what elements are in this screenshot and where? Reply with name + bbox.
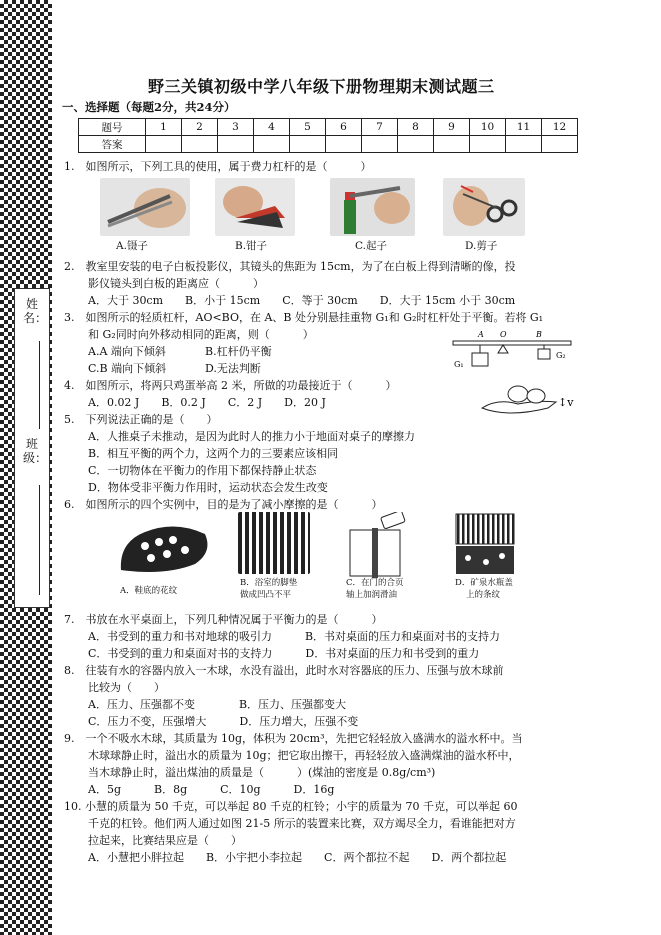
question-5-option-a: A．人推桌子未推动，是因为此时人的推力小于地面对桌子的摩擦力 <box>88 430 415 443</box>
q1-option-a: A.镊子 <box>116 240 148 252</box>
lever-label-g1: G₁ <box>454 360 464 369</box>
q6-caption-d1: D．矿泉水瓶盖 <box>455 578 513 588</box>
question-2-line1: 2. 教室里安装的电子白板投影仪，其镜头的焦距为 15cm，为了在白板上得到清晰的像，投 <box>64 260 516 273</box>
q1-option-b: B.钳子 <box>235 240 268 252</box>
q6-caption-c2: 轴上加润滑油 <box>346 590 398 600</box>
question-7-options-cd: C．书受到的重力和桌面对书的支持力 D．书对桌面的压力和书受到的重力 <box>88 647 480 660</box>
velocity-arrow: ↕v <box>558 396 574 409</box>
q6-caption-b2: 做成凹凸不平 <box>240 590 292 600</box>
question-5-stem: 5. 下列说法正确的是（ ） <box>64 413 218 426</box>
question-4-stem: 4. 如图所示，将两只鸡蛋举高 2 米，所做的功最接近于（ ） <box>64 379 397 392</box>
question-9-line2: 木球球静止时，溢出水的质量为 10g；把它取出擦干，再轻轻放入盛满煤油的溢水杯中， <box>88 749 520 762</box>
table-cell: 8 <box>398 119 434 136</box>
lever-diagram <box>448 325 578 375</box>
class-blank-line <box>39 485 40 595</box>
answer-cell[interactable] <box>398 136 434 153</box>
bottle-opener-image <box>330 178 415 236</box>
question-1-stem: 1. 如图所示，下列工具的使用，属于费力杠杆的是（ ） <box>64 160 372 173</box>
answer-cell[interactable] <box>434 136 470 153</box>
q6-caption-c1: C．在门的合页 <box>346 578 404 588</box>
fulcrum <box>498 345 508 353</box>
q6-caption-a: A．鞋底的花纹 <box>120 586 178 596</box>
answer-cell[interactable] <box>182 136 218 153</box>
table-cell: 6 <box>326 119 362 136</box>
question-3-line1: 3. 如图所示的轻质杠杆，AO<BO，在 A、B 处分别悬挂重物 G₁和 G₂时杠杆处于平衡。若将 G₁ <box>64 311 544 324</box>
answer-cell[interactable] <box>362 136 398 153</box>
section-heading: 一、选择题（每题2分，共24分） <box>62 100 236 114</box>
lever-label-g2: G₂ <box>556 351 566 360</box>
question-3-option-c: C.B 端向下倾斜 <box>88 362 167 375</box>
class-label: 班级： <box>23 437 48 465</box>
answer-cell[interactable] <box>218 136 254 153</box>
question-7-stem: 7. 书放在水平桌面上，下列几种情况属于平衡力的是（ ） <box>64 613 383 626</box>
table-cell: 10 <box>470 119 506 136</box>
question-4-options: A．0.02 J B．0.2 J C．2 J D．20 J <box>88 396 326 409</box>
answer-cell[interactable] <box>506 136 542 153</box>
bath-mat-figure <box>238 512 310 574</box>
door-hinge-figure <box>342 512 412 578</box>
question-9-line3: 当木球静止时，溢出煤油的质量是（ ）(煤油的密度是 0.8g/cm³) <box>88 766 436 779</box>
tweezers-image <box>100 178 190 236</box>
name-blank-line <box>39 341 40 429</box>
hand-eggs-figure <box>478 378 578 418</box>
question-5-option-c: C．一切物体在平衡力的作用下都保持静止状态 <box>88 464 317 477</box>
shoe-sole-figure <box>115 512 215 580</box>
answer-cell[interactable] <box>326 136 362 153</box>
question-9-line1: 9. 一个不吸水木球，其质量为 10g，体积为 20cm³，先把它轻轻放入盛满水的溢水杯中。当 <box>64 732 523 745</box>
table-cell: 4 <box>254 119 290 136</box>
question-2-options: A．大于 30cm B．小于 15cm C．等于 30cm D．大于 15cm 小于 30cm <box>88 294 516 307</box>
answer-cell[interactable] <box>542 136 578 153</box>
q1-option-d: D.剪子 <box>465 240 498 252</box>
lever-label-b: B <box>536 330 542 339</box>
q1-option-c: C.起子 <box>355 240 387 252</box>
q6-caption-d2: 上的条纹 <box>466 590 501 600</box>
answer-cell[interactable] <box>290 136 326 153</box>
question-8-options-cd: C．压力不变，压强增大 D．压力增大，压强不变 <box>88 715 359 728</box>
question-3-option-d: D.无法判断 <box>205 362 261 375</box>
question-3-option-a: A.A 端向下倾斜 <box>88 345 166 358</box>
answer-cell[interactable] <box>146 136 182 153</box>
question-8-options-ab: A．压力、压强都不变 B．压力、压强都变大 <box>88 698 347 711</box>
table-cell: 1 <box>146 119 182 136</box>
table-cell: 3 <box>218 119 254 136</box>
question-7-options-ab: A．书受到的重力和书对地球的吸引力 B．书对桌面的压力和桌面对书的支持力 <box>88 630 501 643</box>
pliers-image <box>215 178 295 236</box>
table-cell: 2 <box>182 119 218 136</box>
question-8-line2: 比较为（ ） <box>88 681 165 694</box>
scissors-image <box>443 178 525 236</box>
student-info-box <box>14 288 50 608</box>
lever-bar <box>453 341 571 345</box>
question-5-option-b: B．相互平衡的两个力，这两个力的三要素应该相同 <box>88 447 339 460</box>
table-cell: 5 <box>290 119 326 136</box>
question-10-line1: 10. 小慧的质量为 50 千克，可以举起 80 千克的杠铃；小宇的质量为 70 千克，可以举起 60 <box>64 800 518 813</box>
question-10-line2: 千克的杠铃。他们两人通过如图 21-5 所示的装置来比赛，双方竭尽全力，看谁能把对方 <box>88 817 516 830</box>
table-cell: 7 <box>362 119 398 136</box>
page-title: 野三关镇初级中学八年级下册物理期末测试题三 <box>148 77 495 96</box>
question-3-line2: 和 G₂同时向外移动相同的距离，则（ ） <box>88 328 314 341</box>
lever-label-a: A <box>478 330 484 339</box>
question-10-line3: 拉起来，比赛结果应是（ ） <box>88 834 242 847</box>
table-cell: 12 <box>542 119 578 136</box>
question-8-line1: 8. 往装有水的容器内放入一木球，水没有溢出，此时水对容器底的压力、压强与放木球前 <box>64 664 504 677</box>
table-head-number: 题号 <box>79 119 146 136</box>
lever-label-o: O <box>500 330 507 339</box>
table-cell: 11 <box>506 119 542 136</box>
answer-table <box>78 118 578 153</box>
question-10-options: A．小慧把小胖拉起 B．小宇把小李拉起 C．两个都拉不起 D．两个都拉起 <box>88 851 507 864</box>
bottle-cap-figure <box>452 512 518 576</box>
table-cell: 9 <box>434 119 470 136</box>
answer-cell[interactable] <box>254 136 290 153</box>
question-6-stem: 6. 如图所示的四个实例中，目的是为了减小摩擦的是（ ） <box>64 498 383 511</box>
table-head-answer: 答案 <box>79 136 146 153</box>
answer-cell[interactable] <box>470 136 506 153</box>
question-5-option-d: D．物体受非平衡力作用时，运动状态会发生改变 <box>88 481 328 494</box>
name-label: 姓名： <box>23 297 48 325</box>
question-2-line2: 影仪镜头到白板的距离应（ ） <box>88 277 264 290</box>
q6-caption-b1: B．浴室的脚垫 <box>240 578 298 588</box>
question-9-options: A．5g B．8g C．10g D．16g <box>88 783 335 796</box>
question-3-option-b: B.杠杆仍平衡 <box>205 345 272 358</box>
